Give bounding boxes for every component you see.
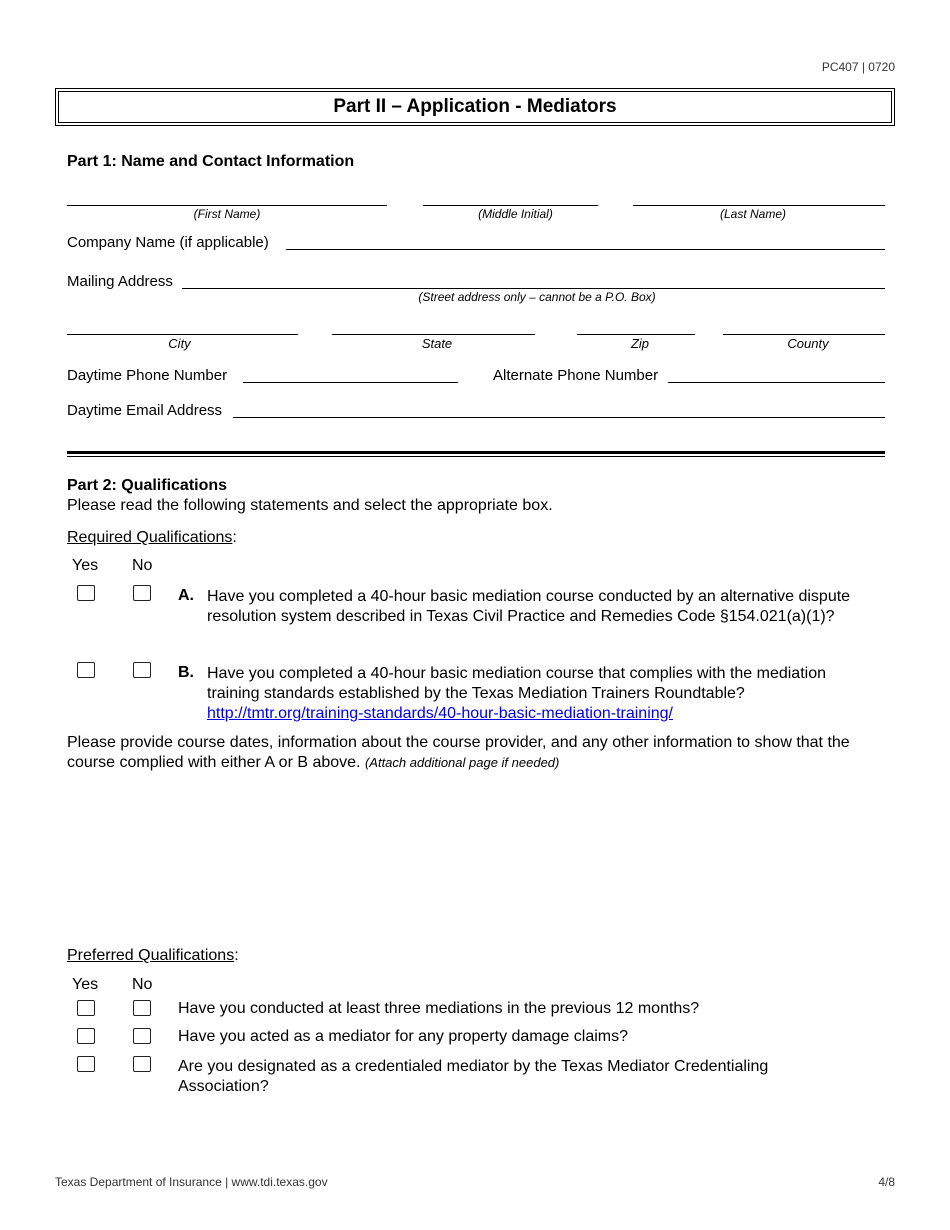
pref-no-header: No — [132, 976, 153, 993]
pref-q2-yes-checkbox[interactable] — [77, 1028, 95, 1044]
q-b-yes-checkbox[interactable] — [77, 662, 95, 678]
q-a-letter: A. — [178, 587, 194, 604]
mailing-address-field[interactable] — [182, 288, 885, 289]
q-a-yes-checkbox[interactable] — [77, 585, 95, 601]
pref-q3-no-checkbox[interactable] — [133, 1056, 151, 1072]
pref-q1-yes-checkbox[interactable] — [77, 1000, 95, 1016]
state-caption: State — [421, 336, 453, 351]
zip-field[interactable] — [577, 334, 695, 335]
pref-q1-no-checkbox[interactable] — [133, 1000, 151, 1016]
zip-caption: Zip — [630, 336, 650, 351]
middle-initial-caption: (Middle Initial) — [478, 207, 553, 221]
page-title: Part II – Application - Mediators — [55, 88, 895, 126]
training-standards-link[interactable]: http://tmtr.org/training-standards/40-hour-basic-mediation-training/ — [207, 705, 673, 722]
pref-q2-no-checkbox[interactable] — [133, 1028, 151, 1044]
email-field[interactable] — [233, 417, 885, 418]
company-field[interactable] — [286, 249, 885, 250]
county-caption: County — [787, 336, 829, 351]
day-phone-label: Daytime Phone Number — [67, 367, 228, 384]
q-b-text: Have you completed a 40-hour basic mediation course that complies with the mediation training standards established by the Texas Mediation Trainers Roundtable? — [207, 665, 826, 702]
state-field[interactable] — [332, 334, 535, 335]
pref-q2-text: Have you acted as a mediator for any property damage claims? — [178, 1028, 629, 1045]
part2-instructions: Please read the following statements and select the appropriate box. — [67, 497, 553, 514]
email-label: Daytime Email Address — [67, 402, 223, 419]
pref-q3-text: Are you designated as a credentialed mediator by the Texas Mediator Credentialing Association? — [178, 1058, 769, 1095]
q-b-letter: B. — [178, 664, 194, 681]
street-caption: (Street address only – cannot be a P.O. Box) — [418, 290, 656, 304]
last-name-caption: (Last Name) — [719, 207, 787, 221]
last-name-field[interactable] — [633, 205, 885, 206]
part1-heading: Part 1: Name and Contact Information — [67, 153, 355, 170]
company-label: Company Name (if applicable) — [67, 234, 269, 251]
course-info-area[interactable] — [67, 780, 885, 940]
page-number: 4/8 — [878, 1175, 895, 1189]
q-a-no-checkbox[interactable] — [133, 585, 151, 601]
county-field[interactable] — [723, 334, 885, 335]
city-field[interactable] — [67, 334, 298, 335]
pref-q3-yes-checkbox[interactable] — [77, 1056, 95, 1072]
part2-heading: Part 2: Qualifications — [67, 477, 228, 494]
required-heading: Required Qualifications: — [67, 529, 237, 546]
pref-yes-header: Yes — [72, 976, 99, 993]
middle-initial-field[interactable] — [423, 205, 598, 206]
q-b-no-checkbox[interactable] — [133, 662, 151, 678]
section-divider — [67, 451, 885, 457]
preferred-heading: Preferred Qualifications: — [67, 947, 239, 964]
alt-phone-field[interactable] — [668, 382, 885, 383]
q-a-text: Have you completed a 40-hour basic mediation course conducted by an alternative dispute resolution system described in Texas Civil Practice and Remedies Code §154.021(a)(1)? — [207, 588, 851, 625]
form-code: PC407 | 0720 — [821, 60, 895, 74]
footer-agency: Texas Department of Insurance | www.tdi.texas.gov — [55, 1175, 328, 1189]
first-name-caption: (First Name) — [193, 207, 261, 221]
yes-header: Yes — [72, 557, 99, 574]
day-phone-field[interactable] — [243, 382, 458, 383]
provide-course-info: Please provide course dates, information about the course provider, and any other information to show that the course complied with either A or B above. (Attach additional page if needed) — [67, 734, 850, 771]
alt-phone-label: Alternate Phone Number — [493, 367, 659, 384]
first-name-field[interactable] — [67, 205, 387, 206]
city-caption: City — [168, 336, 191, 351]
pref-q1-text: Have you conducted at least three mediations in the previous 12 months? — [178, 1000, 700, 1017]
mailing-label: Mailing Address — [67, 273, 173, 290]
no-header: No — [132, 557, 153, 574]
